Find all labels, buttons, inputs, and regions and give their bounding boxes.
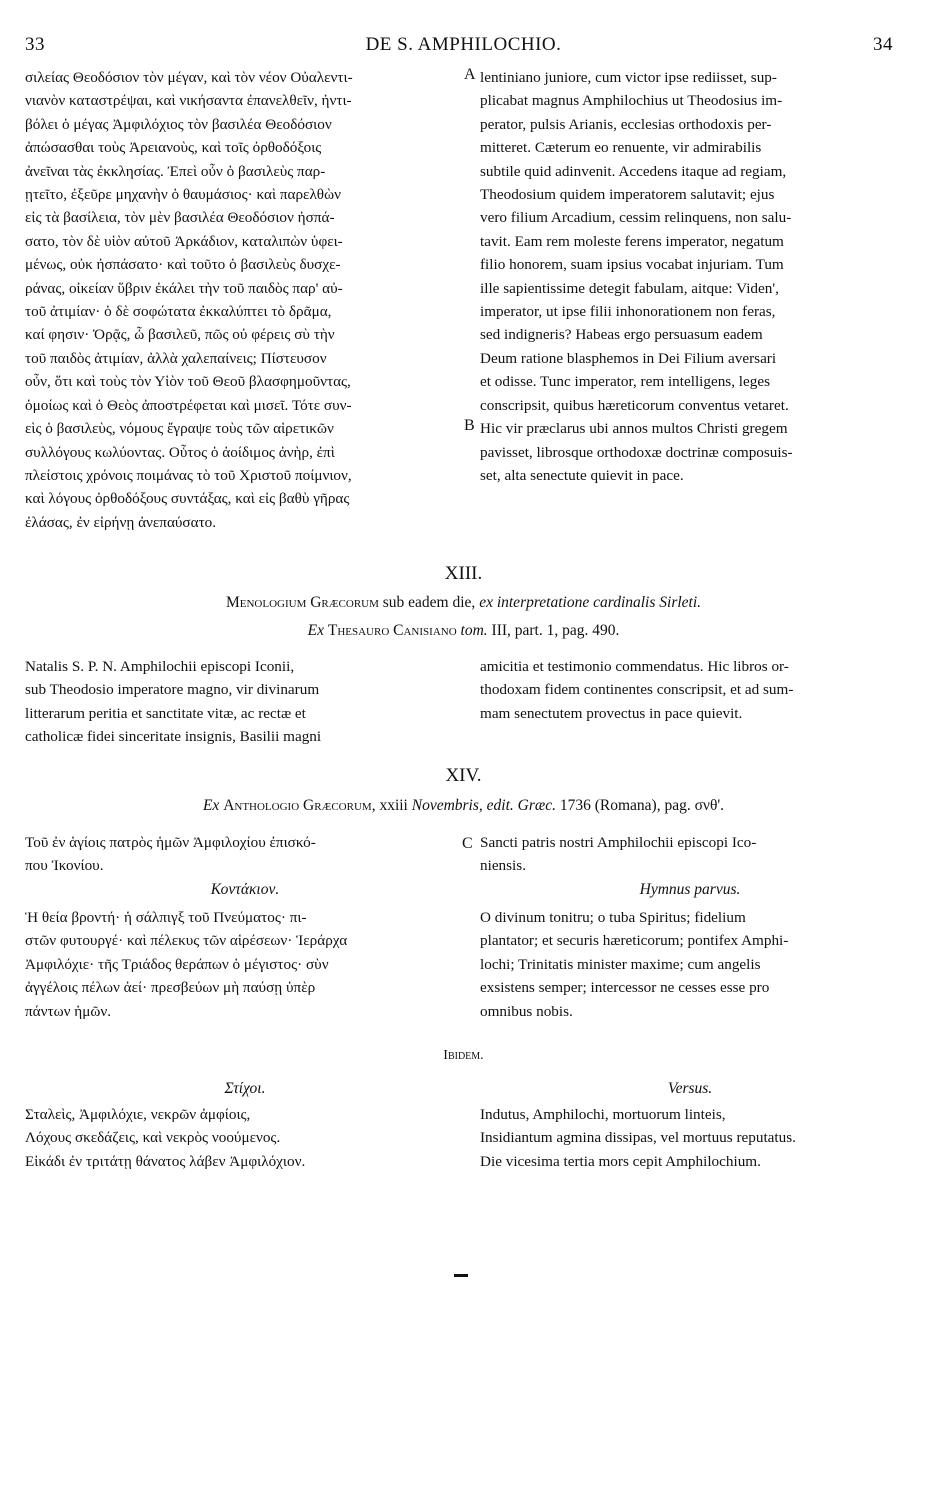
text-line: filio honorem, suam ipsius vocabat injuriam. Tum — [480, 256, 784, 274]
text-line: plantator; et securis hæreticorum; pontifex Amphi- — [480, 932, 789, 950]
latin-hymn-text — [480, 906, 900, 1023]
text-line: set, alta senectute quievit in pace. — [480, 466, 684, 484]
source-thesaurus: Thesauro Canisiano — [327, 622, 457, 639]
text-line: lochi; Trinitatis minister maxime; cum angelis — [480, 955, 761, 973]
greek-kontakion-heading: Κοντάκιον. — [210, 881, 280, 898]
source-italic: ex interpretatione cardinalis Sirleti. — [479, 594, 702, 611]
text-line: μένως, οὐκ ἠσπάσατο· καὶ τοῦτο ὁ βασιλεὺς δυσχε- — [25, 256, 341, 274]
text-line: Deum ratione blasphemos in Dei Filium aversari — [480, 349, 777, 367]
text-line: σιλείας Θεοδόσιον τὸν μέγαν, καὶ τὸν νέον Οὐαλεντι- — [25, 69, 353, 86]
latin-verses-heading: Versus. — [667, 1080, 713, 1097]
section-xiii-right-column — [480, 655, 900, 725]
greek-hymn-title — [25, 831, 465, 878]
text-line: Εἰκάδι ἐν τριτάτῃ θάνατος λάβεν Ἀμφιλόχιον. — [25, 1152, 306, 1170]
source-tail: 1736 (Romana), pag. σνθ'. — [555, 797, 725, 814]
source-ex: Ex — [202, 797, 224, 814]
section-xiii-left-column — [25, 655, 465, 749]
text-line: Indutus, Amphilochi, mortuorum linteis, — [480, 1106, 726, 1123]
source-ex: Ex — [307, 622, 328, 639]
text-line: plicabat magnus Amphilochius ut Theodosius im- — [480, 92, 783, 110]
text-line: πάντων ἡμῶν. — [25, 1002, 112, 1020]
margin-marker-c: C — [462, 835, 473, 852]
text-line: thodoxam fidem continentes conscripsit, et ad sum- — [480, 681, 794, 699]
text-line: Τοῦ ἐν ἁγίοις πατρὸς ἡμῶν Ἀμφιλοχίου ἐπισκό- — [25, 834, 316, 851]
text-line: catholicæ fidei sinceritate insignis, Basilii magni — [25, 728, 322, 746]
text-line: πλείστοις χρόνοις ποιμάνας τὸ τοῦ Χριστοῦ ποίμνιον, — [25, 466, 352, 484]
text-line: conscripsit, quibus hæreticorum conventus vetaret. — [480, 396, 789, 414]
text-line: tavit. Eam rem moleste ferens imperator, negatum — [480, 232, 784, 250]
latin-column-main — [480, 66, 900, 487]
text-line: εἰς τὰ βασίλεια, τὸν μὲν βασιλέα Θεοδόσιον ἠσπά- — [25, 209, 335, 227]
text-line: ράνας, οἰκείαν ὕβριν ἐκάλει τὴν τοῦ παιδὸς παρ' αὐ- — [25, 279, 343, 297]
margin-marker-a: A — [464, 66, 476, 83]
text-line: Hic vir præclarus ubi annos multos Christi gregem — [480, 420, 788, 438]
text-line: ille sapientissime detegit fabulam, aitque: Viden', — [480, 279, 779, 297]
text-line: καὶ λόγους ὀρθοδόξους συντάξας, καὶ εἰς βαθὺ γῆρας — [25, 490, 350, 508]
text-line: ἐλάσας, ἐν εἰρήνῃ ἀνεπαύσατο. — [25, 513, 217, 531]
text-line: Die vicesima tertia mors cepit Amphilochium. — [480, 1152, 761, 1170]
text-line: Theodosium quidem imperatorem salutavit; ejus — [480, 186, 775, 204]
ibidem-heading: Ibidem. — [443, 1048, 484, 1063]
running-title: DE S. AMPHILOCHIO. — [365, 34, 562, 55]
text-line: ὁμοίως καὶ ὁ Θεὸς ἀποστρέφεται καὶ μισεῖ. Τότε συν- — [25, 396, 352, 414]
section-xiii-source-line-2 — [0, 622, 927, 640]
page-number-left: 33 — [25, 34, 45, 55]
text-line: subtile quid adinvenit. Accedens itaque ad regiam, — [480, 162, 787, 180]
text-line: Ἀμφιλόχιε· τῆς Τριάδος θεράπων ὁ μέγιστος· σὺν — [25, 955, 329, 973]
text-line: Natalis S. P. N. Amphilochii episcopi Iconii, — [25, 658, 295, 675]
text-line: Sancti patris nostri Amphilochii episcopi Ico- — [480, 834, 757, 851]
text-line: mitteret. Cæterum eo renuente, vir admirabilis — [480, 139, 762, 157]
text-line: pavisset, librosque orthodoxæ doctrinæ composuis- — [480, 443, 793, 461]
greek-verses-text — [25, 1103, 465, 1173]
text-line: που Ἰκονίου. — [25, 857, 104, 875]
text-line: ῃτεῖτο, ἐξεῦρε μηχανὴν ὁ θαυμάσιος· καὶ παρελθὼν — [25, 186, 341, 204]
text-line: τοῦ ἀτιμίαν· ὁ δὲ σοφώτατα ἐκκαλύπτει τὸ δρᾶμα, — [25, 303, 332, 321]
greek-hymn-text — [25, 906, 465, 1023]
greek-verses-heading: Στίχοι. — [224, 1080, 266, 1097]
text-line: omnibus nobis. — [480, 1002, 573, 1020]
latin-hymnus-heading: Hymnus parvus. — [639, 881, 741, 898]
text-line: Σταλεὶς, Ἀμφιλόχιε, νεκρῶν ἀμφίοις, — [25, 1106, 251, 1123]
text-line: imperator, ut ipse filii inhonorationem non feras, — [480, 303, 776, 321]
source-edit: Novembris, edit. Græc. — [411, 797, 556, 814]
text-line: sub Theodosio imperatore magno, vir divinarum — [25, 681, 320, 699]
section-heading-xiii: XIII. — [444, 563, 483, 584]
latin-hymn-title — [480, 831, 900, 878]
text-line: ἀγγέλοις πέλων ἀεί· πρεσβεύων μὴ παύσῃ ὑπὲρ — [25, 979, 316, 997]
greek-column-main — [25, 66, 465, 534]
text-line: litterarum peritia et sanctitate vitæ, ac rectæ et — [25, 704, 306, 722]
text-line: amicitia et testimonio commendatus. Hic libros or- — [480, 658, 789, 675]
text-line: νιανὸν καταστρέψαι, καὶ νικήσαντα ἐπανελθεῖν, ἠντι- — [25, 92, 352, 110]
text-line: sed indigneris? Habeas ergo persuasum eadem — [480, 326, 763, 344]
text-line: συλλόγους κωλύοντας. Οὗτος ὁ ἀοίδιμος ἀνὴρ, ἐπὶ — [25, 443, 335, 461]
text-line: Ἡ θεία βροντή· ἡ σάλπιγξ τοῦ Πνεύματος· πι- — [25, 909, 307, 926]
text-line: vero filium Arcadium, cessim relinquens, non salu- — [480, 209, 792, 227]
text-line: et odisse. Tunc imperator, rem intelligens, leges — [480, 373, 771, 391]
text-line: mam senectutem provectus in pace quievit. — [480, 704, 743, 722]
text-line: lentiniano juniore, cum victor ipse rediisset, sup- — [480, 69, 777, 86]
section-xiv-source-line — [0, 797, 927, 815]
source-anthologio: Anthologio Græcorum — [223, 797, 372, 814]
page-number-right: 34 — [873, 34, 893, 55]
latin-verses-text — [480, 1103, 900, 1173]
text-line: exsistens semper; intercessor ne cesses esse pro — [480, 979, 770, 997]
source-ref: III, part. 1, pag. 490. — [487, 622, 620, 639]
text-line: Insidiantum agmina dissipas, vel mortuus reputatus. — [480, 1129, 796, 1147]
text-line: ἀπώσασθαι τοὺς Ἀρειανοὺς, καὶ τοῖς ὀρθοδόξοις — [25, 139, 322, 157]
text-line: βόλει ὁ μέγας Ἀμφιλόχιος τὸν βασιλέα Θεοδόσιον — [25, 115, 332, 133]
section-xiii-source-line-1 — [0, 594, 927, 612]
text-line: σατο, τὸν δὲ υἱὸν αὐτοῦ Ἀρκάδιον, καταλιπὼν ὑφει- — [25, 232, 343, 250]
end-rule — [454, 1274, 468, 1277]
text-line: καί φησιν· Ὁρᾷς, ὦ βασιλεῦ, πῶς οὐ φέρεις σὺ τὴν — [25, 326, 335, 344]
text-line: ἀνεῖναι τὰς ἐκκλησίας. Ἐπεὶ οὖν ὁ βασιλεὺς παρ- — [25, 162, 326, 180]
margin-marker-b: B — [464, 417, 475, 434]
source-date: , xxiii — [371, 797, 412, 814]
text-line: τοῦ παιδὸς ἀτιμίαν, ἀλλὰ χαλεπαίνεις; Πίστευσον — [25, 349, 327, 367]
section-heading-xiv: XIV. — [445, 765, 482, 786]
source-tom: tom. — [456, 622, 488, 639]
source-title: Menologium Græcorum — [225, 594, 379, 611]
text-line: niensis. — [480, 857, 526, 875]
text-line: στῶν φυτουργέ· καὶ πέλεκυς τῶν αἱρέσεων· Ἱεράρχα — [25, 932, 348, 950]
text-line: perator, pulsis Arianis, ecclesias orthodoxis per- — [480, 115, 772, 133]
text-line: εὶς ὁ βασιλεὺς, νόμους ἔγραψε τοὺς τῶν αἱρετικῶν — [25, 420, 334, 438]
source-text: sub eadem die, — [378, 594, 480, 611]
text-line: O divinum tonitru; o tuba Spiritus; fidelium — [480, 909, 746, 926]
text-line: Λόχους σκεδάζεις, καὶ νεκρὸς νοούμενος. — [25, 1129, 281, 1147]
text-line: οὖν, ὅτι καὶ τοὺς τὸν Υἱὸν τοῦ Θεοῦ βλασφημοῦντας, — [25, 373, 351, 391]
